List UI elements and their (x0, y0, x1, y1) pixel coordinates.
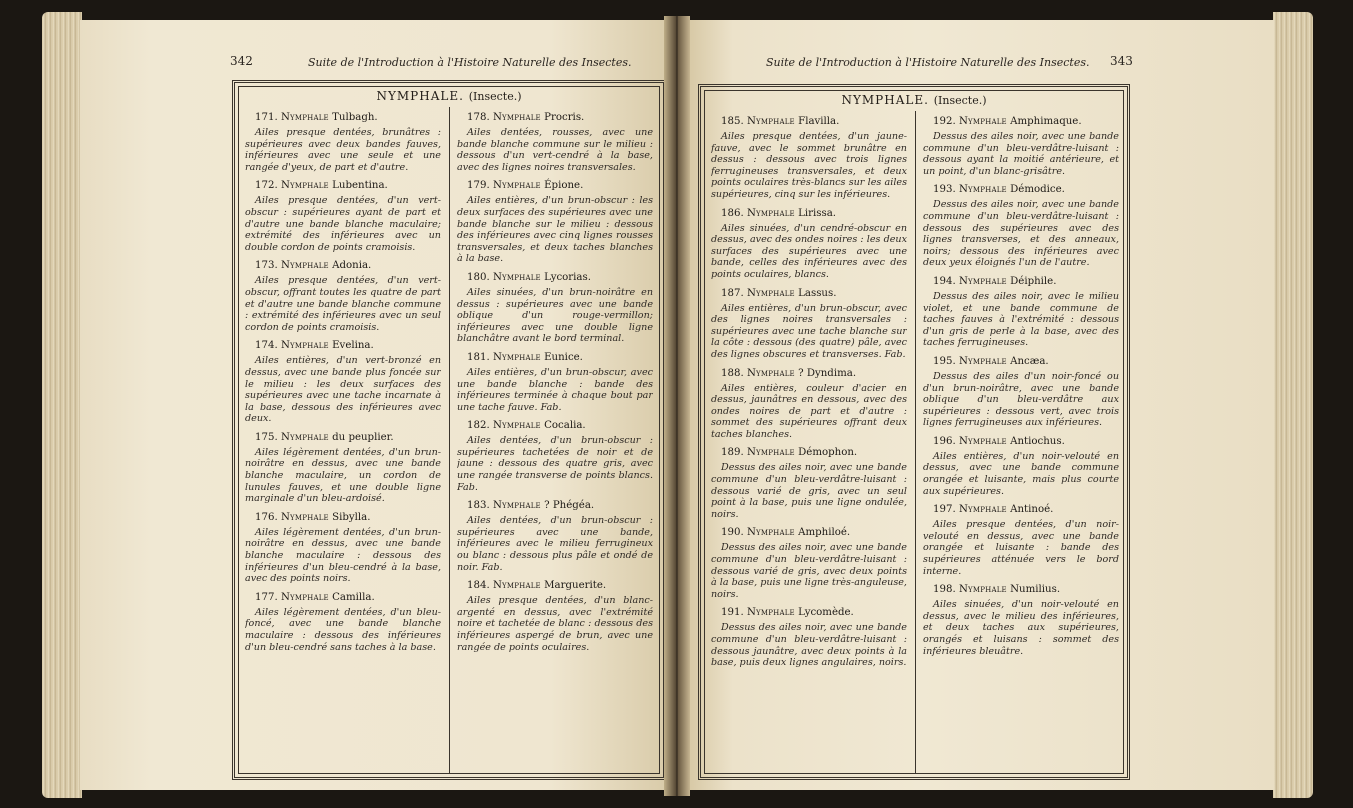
genus-name: Nymphale (958, 504, 1007, 516)
species-name: Lubentina. (332, 180, 388, 192)
entry-number: 180. (467, 271, 490, 283)
species-name: du peuplier. (332, 431, 394, 443)
entry-heading (721, 115, 907, 129)
entry-number: 192. (933, 116, 956, 127)
species-description: Ailes légèrement dentées, d'un brun-noirâtre en dessus, avec une bande blanche maculaire : dessous des inférieures d'un bleu-cendré à la base, avec des points noirs. (245, 526, 441, 585)
entry-number: 186. (721, 207, 744, 219)
entry-number: 189. (721, 447, 744, 459)
species-description: Ailes sinuées, d'un brun-noirâtre en dessus : supérieures avec une bande oblique d'un rouge-vermillon; inférieures avec une double ligne blanchâtre avant le bord terminal. (457, 286, 653, 345)
species-entry (457, 579, 653, 653)
genus-name: Nymphale (492, 180, 541, 192)
genus-name: Nymphale (280, 260, 329, 272)
species-entry (923, 183, 1119, 269)
entry-heading (933, 115, 1119, 129)
species-name: ? Dyndima. (798, 367, 857, 379)
entry-number: 191. (721, 607, 744, 619)
species-description: Ailes presque dentées, d'un noir-velouté en dessus, avec une bande orangée et luisante : bande des supérieures atténuée vers le bord interne. (923, 519, 1119, 577)
genus-name: Nymphale (958, 116, 1007, 127)
entry-heading (467, 499, 653, 513)
species-description: Ailes dentées, d'un brun-obscur : supérieures tachetées de noir et de jaune : dessous des quatre gris, avec une rangée transverse de points blancs. Fab. (457, 435, 653, 493)
genus-name: Nymphale (492, 351, 541, 363)
entry-number: 179. (467, 180, 490, 192)
entry-heading (933, 355, 1119, 369)
right-page-edge (1273, 12, 1313, 798)
running-head: Suite de l'Introduction à l'Histoire Naturelle des Insectes. (766, 56, 1090, 69)
species-entry (711, 287, 907, 361)
entry-number: 187. (721, 287, 744, 299)
species-name: Evelina. (332, 340, 374, 352)
species-name: ? Phégéa. (544, 500, 595, 512)
entry-number: 178. (467, 112, 490, 123)
species-description: Ailes légèrement dentées, d'un bleu-foncé, avec une bande blanche maculaire : dessous des inférieures d'un bleu-cendré sans taches à la base. (245, 606, 441, 653)
species-entry (711, 606, 907, 668)
species-entry (245, 259, 441, 333)
species-description: Dessus des ailes d'un noir-foncé ou d'un brun-noirâtre, avec une bande oblique d'un bleu-verdâtre aux supérieures : dessous vert, avec trois lignes ferrugineuses aux inférieures. (923, 370, 1119, 429)
species-description: Ailes entières, d'un brun-obscur : les deux surfaces des supérieures avec une bande blanche sur le milieu : dessous des inférieures avec cinq lignes rousses transversales, et deux taches blanches à la base. (457, 195, 653, 265)
species-entry (711, 207, 907, 281)
species-name: Lycorias. (544, 271, 591, 283)
species-entry (245, 179, 441, 253)
entry-heading (255, 431, 441, 445)
genus-name: Nymphale (958, 435, 1007, 447)
entry-number: 177. (255, 591, 278, 603)
genus-name: Nymphale (492, 580, 541, 592)
entry-heading (467, 271, 653, 285)
species-entry (245, 511, 441, 585)
species-name: Lirissa. (798, 207, 837, 219)
species-name: Sibylla. (332, 511, 371, 523)
species-description: Ailes entières, d'un noir-velouté en dessus, avec une bande commune orangée et luisante, mais plus courte aux supérieures. (923, 450, 1119, 497)
species-description: Ailes entières, d'un brun-obscur, avec une bande blanche : bande des inférieures terminée à chaque bout par une tache fauve. Fab. (457, 366, 653, 413)
species-description: Ailes presque dentées, d'un blanc-argenté en dessus, avec l'extrémité noire et tachetée de blanc : dessous des inférieures aspergé de brun, avec une rangée de points oculaires. (457, 595, 653, 653)
species-entry (711, 446, 907, 520)
species-description: Dessus des ailes noir, avec une bande commune d'un bleu-verdâtre-luisant : dessous varié de gris, avec deux points à la base, puis une ligne très-anguleuse, noirs. (711, 542, 907, 600)
entry-heading (255, 339, 441, 353)
genus-name: Nymphale (958, 275, 1007, 287)
species-entry (245, 339, 441, 425)
entry-heading (933, 435, 1119, 449)
genus-name: Nymphale (958, 355, 1007, 367)
genus-name: Nymphale (492, 112, 541, 123)
page-number: 342 (230, 54, 253, 68)
entry-heading (467, 179, 653, 193)
genus-name: Nymphale (492, 420, 541, 432)
entry-heading (721, 606, 907, 620)
species-name: Adonia. (332, 260, 372, 272)
genus-name: Nymphale (746, 527, 795, 539)
entry-number: 175. (255, 431, 278, 443)
species-description: Dessus des ailes noir, avec le milieu violet, et une bande commune de taches fauves à l'extrémité : dessous d'un gris de perle à la base, avec des taches ferrugineuses. (923, 290, 1119, 349)
entry-number: 176. (255, 511, 278, 523)
species-description: Ailes sinuées, d'un cendré-obscur en dessus, avec des ondes noires : les deux surfaces des supérieures avec une bande, celles des inférieures avec des points oculaires, blancs. (711, 222, 907, 280)
genus-name: Nymphale (280, 431, 329, 443)
entry-number: 195. (933, 355, 956, 367)
entry-number: 188. (721, 367, 744, 379)
entry-number: 172. (255, 180, 278, 192)
species-description: Dessus des ailes noir, avec une bande commune d'un bleu-verdâtre-luisant : dessous jaunâtre, avec deux points à la base, puis deux lignes angulaires, noirs. (711, 622, 907, 669)
entry-heading (933, 583, 1119, 597)
left-page (80, 20, 668, 790)
entry-heading (933, 503, 1119, 517)
species-name: Démophon. (798, 447, 858, 459)
entry-heading (255, 179, 441, 193)
species-description: Ailes entières, d'un vert-bronzé en dessus, avec une bande plus foncée sur le milieu : les deux surfaces des supérieures avec une tache incarnate à la base, dessous des inférieures avec deux. (245, 355, 441, 425)
species-entry (711, 115, 907, 201)
entry-heading (255, 111, 441, 125)
species-name: Antiochus. (1010, 435, 1065, 447)
species-name: Procris. (544, 112, 585, 123)
species-entry (923, 355, 1119, 429)
genus-name: Nymphale (280, 112, 329, 123)
species-entry (923, 115, 1119, 177)
entry-number: 183. (467, 500, 490, 512)
section-title: NYMPHALE. (Insecte.) (376, 89, 522, 103)
species-name: Camilla. (332, 591, 375, 603)
genus-name: Nymphale (280, 180, 329, 192)
species-name: Tulbagh. (332, 112, 378, 123)
genus-name: Nymphale (746, 447, 795, 459)
species-entry (457, 111, 653, 173)
species-entry (457, 499, 653, 573)
species-description: Ailes entières, couleur d'acier en dessus, jaunâtres en dessous, avec des ondes noires de part et d'autre : sommet des supérieures offrant deux taches blanches. (711, 382, 907, 440)
genus-name: Nymphale (280, 340, 329, 352)
entry-heading (467, 579, 653, 593)
species-name: Lassus. (798, 287, 837, 299)
genus-name: Nymphale (958, 584, 1007, 596)
species-name: Antinoé. (1010, 504, 1054, 516)
genus-name: Nymphale (746, 607, 795, 619)
content-frame (232, 80, 666, 780)
species-name: Démodice. (1010, 184, 1065, 196)
column-1 (245, 111, 441, 771)
species-name: Flavilla. (798, 116, 840, 127)
entry-number: 182. (467, 420, 490, 432)
species-description: Dessus des ailes noir, avec une bande commune d'un bleu-verdâtre-luisant : dessous varié de gris, avec un seul point à la base, puis une ligne ondulée, noirs. (711, 462, 907, 520)
species-description: Ailes presque dentées, d'un jaune-fauve, avec le sommet brunâtre en dessus : dessous avec trois lignes ferrugineuses transversales, et deux points oculaires très-blancs sur les ailes supérieures, cinq sur les inférieures. (711, 131, 907, 200)
genus-name: Nymphale (280, 591, 329, 603)
entry-heading (467, 351, 653, 365)
species-entry (923, 275, 1119, 349)
genus-name: Nymphale (492, 500, 541, 512)
running-head: Suite de l'Introduction à l'Histoire Naturelle des Insectes. (308, 56, 632, 69)
entry-heading (933, 275, 1119, 289)
species-description: Ailes entières, d'un brun-obscur, avec des lignes noires transversales : supérieures avec une tache blanche sur la côte : dessous (des quatre) pâle, avec des lignes obscures et transverses. Fab. (711, 302, 907, 360)
left-page-edge (42, 12, 82, 798)
species-description: Ailes dentées, d'un brun-obscur : supérieures avec une bande, inférieures avec le milieu ferrugineux ou blanc : dessous plus pâle et ondé de noir. Fab. (457, 515, 653, 573)
section-title: NYMPHALE. (Insecte.) (841, 93, 987, 107)
species-entry (923, 583, 1119, 657)
species-name: Amphiloé. (798, 527, 851, 539)
species-name: Cocalia. (544, 420, 586, 432)
species-description: Ailes sinuées, d'un noir-velouté en dessus, avec le milieu des inférieures, et deux taches aux supérieures, orangés et luisans : sommet des inférieures bleuâtre. (923, 599, 1119, 657)
species-name: Ancæa. (1010, 355, 1049, 367)
species-entry (923, 435, 1119, 497)
species-name: Amphimaque. (1010, 116, 1082, 127)
species-description: Ailes presque dentées, brunâtres : supérieures avec deux bandes fauves, inférieures avec une seule et une rangée d'yeux, de part et d'autre. (245, 127, 441, 173)
species-description: Ailes légèrement dentées, d'un brun-noirâtre en dessus, avec une bande blanche maculaire, un cordon de lunules fauves, et une double ligne marginale d'un bleu-ardoisé. (245, 446, 441, 505)
species-name: Numilius. (1010, 584, 1061, 596)
entry-heading (255, 259, 441, 273)
species-entry (457, 419, 653, 493)
entry-number: 193. (933, 184, 956, 196)
column-2 (923, 115, 1119, 771)
species-name: Lycomède. (798, 607, 854, 619)
content-frame (698, 84, 1130, 780)
genus-name: Nymphale (746, 116, 795, 127)
right-page (686, 20, 1274, 790)
column-1 (711, 115, 907, 771)
entry-number: 174. (255, 340, 278, 352)
column-2 (457, 111, 653, 771)
species-entry (245, 431, 441, 505)
species-entry (457, 179, 653, 265)
entry-number: 196. (933, 435, 956, 447)
genus-name: Nymphale (746, 367, 795, 379)
entry-number: 171. (255, 112, 278, 123)
entry-heading (721, 287, 907, 301)
species-entry (711, 367, 907, 441)
entry-number: 173. (255, 260, 278, 272)
species-description: Ailes presque dentées, d'un vert-obscur, offrant toutes les quatre de part et d'autre une bande blanche commune : extrémité des inférieures avec un seul cordon de points cramoisis. (245, 275, 441, 333)
species-description: Ailes presque dentées, d'un vert-obscur : supérieures ayant de part et d'autre une bande blanche maculaire; extrémité des inférieures avec un double cordon de points cramoisis. (245, 195, 441, 253)
entry-number: 194. (933, 275, 956, 287)
species-entry (245, 591, 441, 653)
genus-name: Nymphale (746, 287, 795, 299)
entry-number: 198. (933, 584, 956, 596)
species-name: Marguerite. (544, 580, 607, 592)
species-entry (711, 526, 907, 600)
entry-heading (255, 511, 441, 525)
entry-heading (721, 367, 907, 381)
entry-number: 181. (467, 351, 490, 363)
entry-heading (721, 207, 907, 221)
species-description: Dessus des ailes noir, avec une bande commune d'un bleu-verdâtre-luisant : dessous ayant la moitié antérieure, et un point, d'un blanc-grisâtre. (923, 131, 1119, 177)
entry-number: 197. (933, 504, 956, 516)
species-entry (923, 503, 1119, 577)
entry-number: 184. (467, 580, 490, 592)
entry-heading (933, 183, 1119, 197)
genus-name: Nymphale (492, 271, 541, 283)
entry-heading (721, 446, 907, 460)
genus-name: Nymphale (958, 184, 1007, 196)
species-name: Eunice. (544, 351, 583, 363)
species-description: Dessus des ailes noir, avec une bande commune d'un bleu-verdâtre-luisant : dessous des supérieures avec des lignes transverses, et des anneaux, noirs; dessous des inférieures avec deux yeux éloignés l'un de l'autre. (923, 199, 1119, 269)
entry-heading (467, 111, 653, 125)
species-entry (457, 351, 653, 413)
species-description: Ailes dentées, rousses, avec une bande blanche commune sur le milieu : dessous d'un vert-cendré à la base, avec des lignes noires transversales. (457, 127, 653, 173)
genus-name: Nymphale (280, 511, 329, 523)
entry-number: 190. (721, 527, 744, 539)
species-entry (245, 111, 441, 173)
species-name: Épione. (544, 180, 584, 192)
page-number: 343 (1110, 54, 1133, 68)
book-gutter (664, 16, 690, 796)
entry-heading (255, 591, 441, 605)
genus-name: Nymphale (746, 207, 795, 219)
species-entry (457, 271, 653, 345)
entry-heading (467, 419, 653, 433)
species-name: Déiphile. (1010, 275, 1057, 287)
entry-number: 185. (721, 116, 744, 127)
entry-heading (721, 526, 907, 540)
